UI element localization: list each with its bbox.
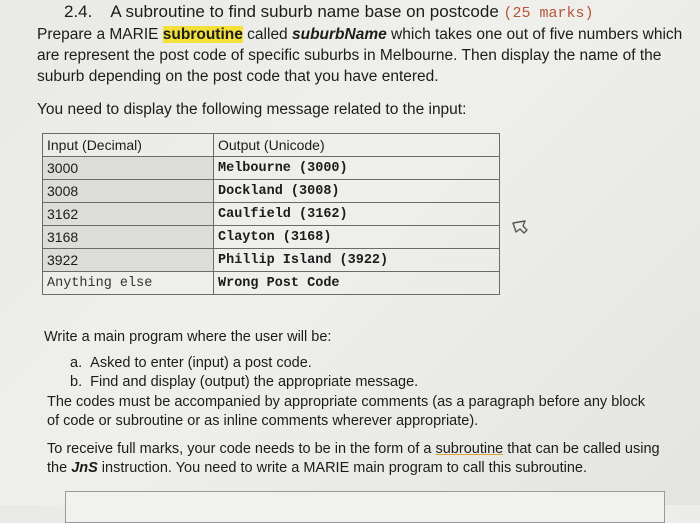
jns-instruction: JnS <box>71 460 98 476</box>
full-marks-text: To receive full marks, your code needs to be in the form of a <box>47 441 436 457</box>
row-output: Melbourne (3000) <box>214 157 500 180</box>
question-title: A subroutine to find suburb name base on postcode <box>110 2 499 21</box>
row-output: Clayton (3168) <box>214 226 500 249</box>
row-input: 3008 <box>43 180 214 203</box>
intro-line-1 <box>37 24 682 45</box>
header-input: Input (Decimal) <box>43 134 214 157</box>
intro-text: called <box>242 26 292 43</box>
question-number: 2.4. <box>64 2 93 21</box>
list-text: Asked to enter (input) a post code. <box>90 355 312 371</box>
full-marks-line-1 <box>47 440 660 459</box>
intro-text: which takes one out of five numbers which <box>386 26 683 43</box>
list-marker: b. <box>70 374 83 390</box>
subroutine-name: suburbName <box>292 26 387 43</box>
question-marks: (25 marks) <box>503 5 594 22</box>
mouse-cursor-icon <box>510 218 530 243</box>
table-row <box>43 180 500 203</box>
table-row <box>43 226 500 249</box>
intro-line-3: suburb depending on the post code that you have entered. <box>37 68 439 85</box>
full-marks-text: that can be called using <box>503 441 660 457</box>
full-marks-line-2 <box>47 459 587 478</box>
intro-line-2: are represent the post code of specific suburbs in Melbourne. Then display the name of the <box>37 47 662 64</box>
row-input: 3168 <box>43 226 214 249</box>
subroutine-highlight: subroutine <box>162 26 243 43</box>
table-row <box>43 272 500 295</box>
comments-line-2: of code or subroutine or as inline comments wherever appropriate). <box>47 413 479 429</box>
table-row <box>43 249 500 272</box>
full-marks-text: instruction. You need to write a MARIE main program to call this subroutine. <box>97 460 588 476</box>
row-input: 3000 <box>43 157 214 180</box>
postcode-table <box>42 133 500 295</box>
row-output: Phillip Island (3922) <box>214 249 500 272</box>
subroutine-term: subroutine <box>435 441 504 457</box>
question-heading <box>64 2 594 22</box>
comments-line-1: The codes must be accompanied by appropriate comments (as a paragraph before any block <box>47 394 646 410</box>
list-item-a <box>70 354 312 373</box>
table-instruction: You need to display the following message related to the input: <box>37 101 467 118</box>
row-input: 3922 <box>43 249 214 272</box>
full-marks-text: the <box>47 460 72 476</box>
header-output: Output (Unicode) <box>214 134 500 157</box>
answer-textbox[interactable] <box>65 491 665 523</box>
list-text: Find and display (output) the appropriate message. <box>90 374 419 390</box>
list-marker: a. <box>70 355 83 371</box>
intro-text: Prepare a MARIE <box>37 26 163 43</box>
row-output: Caulfield (3162) <box>214 203 500 226</box>
row-output: Dockland (3008) <box>214 180 500 203</box>
row-input: Anything else <box>43 272 214 295</box>
table-row <box>43 203 500 226</box>
table-row <box>43 157 500 180</box>
row-output: Wrong Post Code <box>214 272 500 295</box>
row-input: 3162 <box>43 203 214 226</box>
list-item-b <box>70 373 418 392</box>
table-header-row <box>43 134 500 157</box>
main-program-intro: Write a main program where the user will be: <box>44 329 332 345</box>
